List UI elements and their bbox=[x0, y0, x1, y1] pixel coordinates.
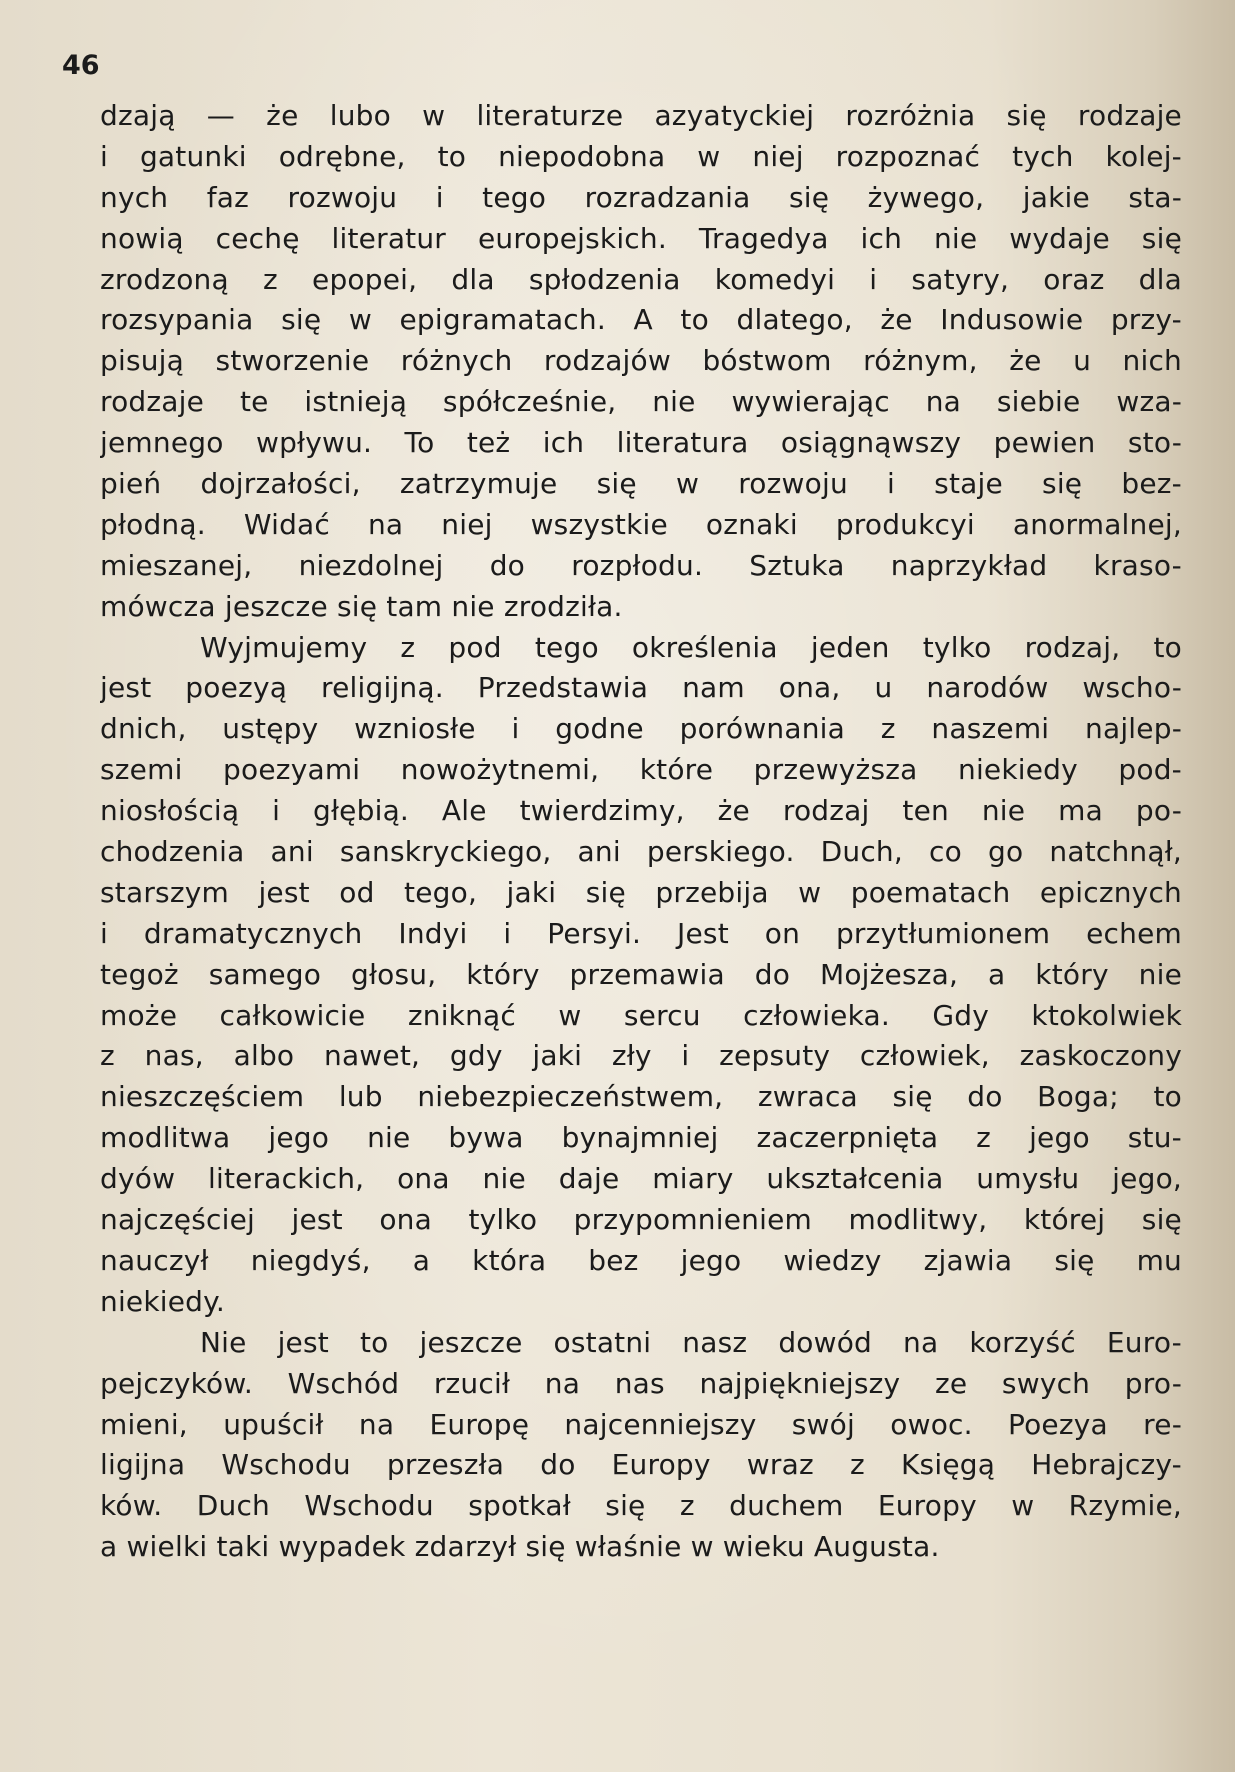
paragraph-2 bbox=[100, 628, 1182, 1323]
text-line: szemi poezyami nowożytnemi, które przewyższa niekiedy pod- bbox=[100, 753, 1182, 787]
text-line: płodną. Widać na niej wszystkie oznaki produkcyi anormalnej, bbox=[100, 507, 1182, 541]
text-line: rodzaje te istnieją spółcześnie, nie wywierając na siebie wza- bbox=[100, 385, 1182, 419]
text-line: chodzenia ani sanskryckiego, ani perskiego. Duch, co go natchnął, bbox=[100, 835, 1182, 869]
text-line: rozsypania się w epigramatach. A to dlatego, że Indusowie przy- bbox=[100, 303, 1182, 337]
text-line: z nas, albo nawet, gdy jaki zły i zepsuty człowiek, zaskoczony bbox=[100, 1039, 1182, 1073]
text-line: jest poezyą religijną. Przedstawia nam ona, u narodów wscho- bbox=[100, 671, 1182, 705]
text-line: ków. Duch Wschodu spotkał się z duchem Europy w Rzymie, bbox=[100, 1489, 1182, 1523]
text-line: pień dojrzałości, zatrzymuje się w rozwoju i staje się bez- bbox=[100, 467, 1182, 501]
text-line: Wyjmujemy z pod tego określenia jeden tylko rodzaj, to bbox=[200, 630, 1182, 664]
body-text bbox=[100, 96, 1182, 1568]
text-line: starszym jest od tego, jaki się przebija w poematach epicznych bbox=[100, 875, 1182, 909]
text-line: nieszczęściem lub niebezpieczeństwem, zwraca się do Boga; to bbox=[100, 1080, 1182, 1114]
text-line: tegoż samego głosu, który przemawia do Mojżesza, a który nie bbox=[100, 957, 1182, 991]
text-line: nych faz rozwoju i tego rozradzania się żywego, jakie sta- bbox=[100, 180, 1182, 214]
text-line: jemnego wpływu. To też ich literatura osiągnąwszy pewien sto- bbox=[100, 426, 1182, 460]
text-line: a wielki taki wypadek zdarzył się właśnie w wieku Augusta. bbox=[100, 1530, 940, 1564]
text-line: mieni, upuścił na Europę najcenniejszy swój owoc. Poezya re- bbox=[100, 1407, 1182, 1441]
text-line: mówcza jeszcze się tam nie zrodziła. bbox=[100, 589, 623, 623]
text-line: dnich, ustępy wzniosłe i godne porównania z naszemi najlep- bbox=[100, 712, 1182, 746]
text-line: pisują stworzenie różnych rodzajów bóstwom różnym, że u nich bbox=[100, 344, 1182, 378]
text-line: nauczył niegdyś, a która bez jego wiedzy zjawia się mu bbox=[100, 1243, 1182, 1277]
text-line: dyów literackich, ona nie daje miary ukształcenia umysłu jego, bbox=[100, 1162, 1182, 1196]
text-line: i gatunki odrębne, to niepodobna w niej rozpoznać tych kolej- bbox=[100, 139, 1182, 173]
text-line: dzają — że lubo w literaturze azyatyckiej rozróżnia się rodzaje bbox=[100, 99, 1182, 132]
text-line: ligijna Wschodu przeszła do Europy wraz z Księgą Hebrajczy- bbox=[100, 1448, 1182, 1482]
paragraph-1 bbox=[100, 96, 1182, 628]
paragraph-3 bbox=[100, 1323, 1182, 1568]
text-line: niekiedy. bbox=[100, 1284, 226, 1318]
page-number: 46 bbox=[62, 50, 100, 81]
text-line: zrodzoną z epopei, dla spłodzenia komedyi i satyry, oraz dla bbox=[100, 262, 1182, 296]
text-line: Nie jest to jeszcze ostatni nasz dowód na korzyść Euro- bbox=[200, 1325, 1182, 1359]
text-line: i dramatycznych Indyi i Persyi. Jest on przytłumionem echem bbox=[100, 916, 1182, 950]
text-line: najczęściej jest ona tylko przypomnieniem modlitwy, której się bbox=[100, 1203, 1182, 1237]
text-line: nowią cechę literatur europejskich. Tragedya ich nie wydaje się bbox=[100, 221, 1182, 255]
text-line: pejczyków. Wschód rzucił na nas najpiękniejszy ze swych pro- bbox=[100, 1366, 1182, 1400]
text-line: modlitwa jego nie bywa bynajmniej zaczerpnięta z jego stu- bbox=[100, 1121, 1182, 1155]
text-line: niosłością i głębią. Ale twierdzimy, że rodzaj ten nie ma po- bbox=[100, 794, 1182, 828]
text-line: może całkowicie zniknąć w sercu człowieka. Gdy ktokolwiek bbox=[100, 998, 1182, 1032]
text-line: mieszanej, niezdolnej do rozpłodu. Sztuka naprzykład kraso- bbox=[100, 548, 1182, 582]
